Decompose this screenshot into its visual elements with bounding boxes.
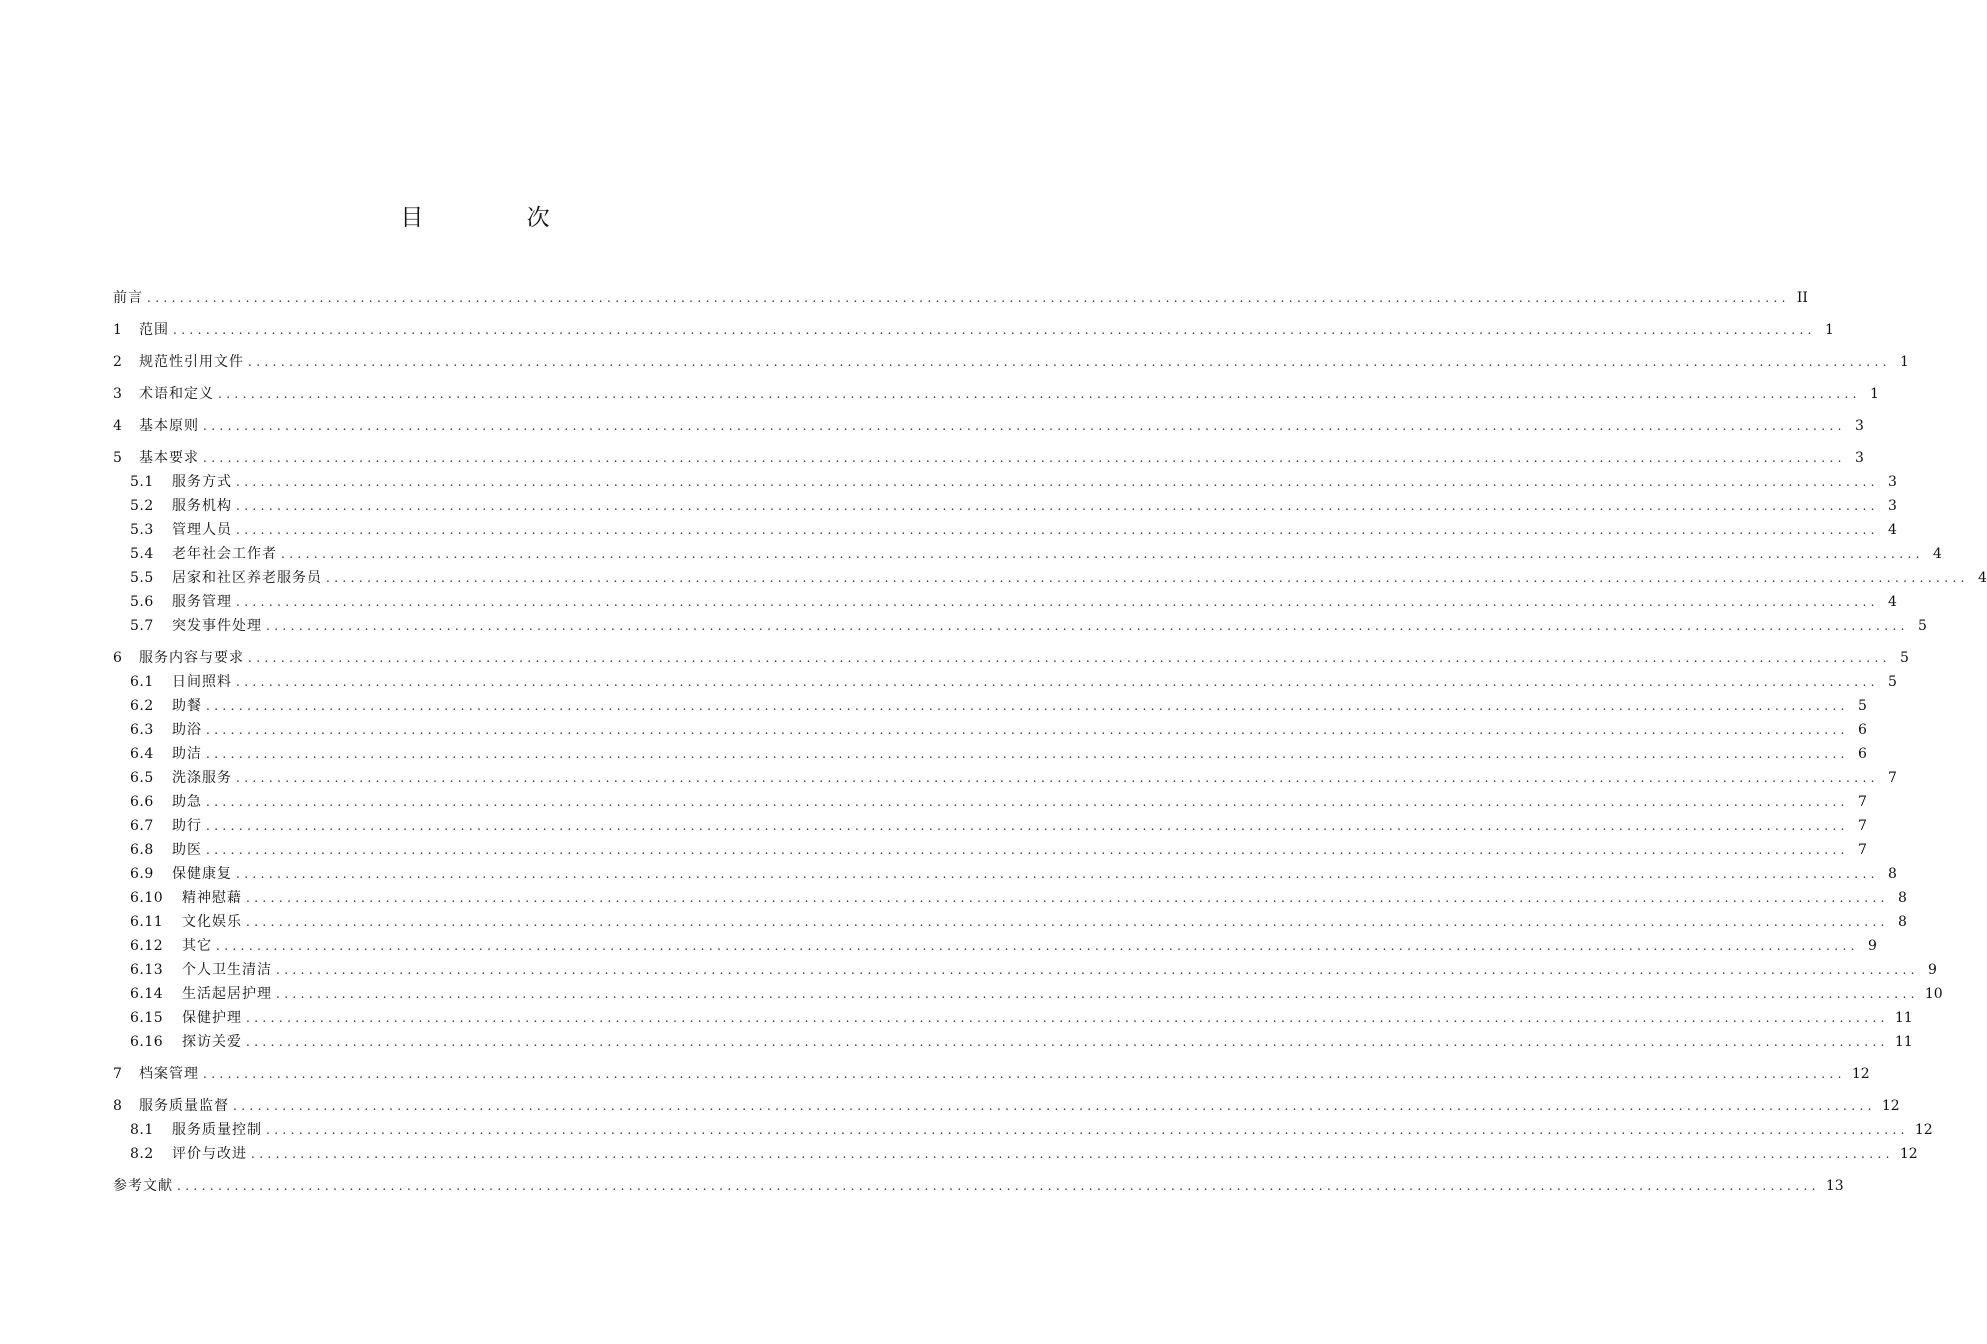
- toc-entry-label: 服务管理: [172, 594, 232, 610]
- toc-entry-page: 9: [1867, 938, 1877, 954]
- toc-entry-label: 日间照料: [172, 674, 232, 690]
- toc-entry-number: 6.10: [130, 890, 164, 906]
- toc-entry-page: II: [1796, 290, 1808, 306]
- toc-entry-label: 规范性引用文件: [139, 354, 244, 370]
- toc-entry-label: 助行: [172, 818, 202, 834]
- toc-entry-page: 1: [1899, 354, 1909, 370]
- toc-dot-leader: ........................................................................................................................................................................................................: [236, 595, 1879, 609]
- toc-entry[interactable]: [113, 718, 1867, 742]
- toc-entry-page: 12: [1914, 1122, 1933, 1138]
- toc-entry-label: 其它: [182, 938, 212, 954]
- toc-entry-number: 8.2: [130, 1146, 154, 1162]
- toc-entry-page: 5: [1857, 698, 1867, 714]
- toc-entry-number: 6.9: [130, 866, 154, 882]
- toc-dot-leader: ........................................................................................................................................................................................................: [236, 499, 1879, 513]
- toc-entry-number: 2: [113, 354, 122, 370]
- toc-entry-label: 保健康复: [172, 866, 232, 882]
- toc-entry-page: 5: [1887, 674, 1897, 690]
- toc-entry-label: 助医: [172, 842, 202, 858]
- toc-entry-label: 服务内容与要求: [139, 650, 244, 666]
- toc-entry-number: 6.5: [130, 770, 154, 786]
- toc-entry-label: 突发事件处理: [172, 618, 262, 634]
- toc-dot-leader: ........................................................................................................................................................................................................: [251, 1147, 1894, 1161]
- toc-entry-label: 个人卫生清洁: [182, 962, 272, 978]
- toc-entry-number: 5.3: [130, 522, 154, 538]
- toc-entry[interactable]: [113, 1006, 1913, 1030]
- toc-dot-leader: ........................................................................................................................................................................................................: [246, 915, 1889, 929]
- toc-dot-leader: ........................................................................................................................................................................................................: [203, 451, 1846, 465]
- toc-entry[interactable]: [113, 1094, 1900, 1118]
- toc-entry[interactable]: [113, 350, 1909, 374]
- toc-entry-number: 6.4: [130, 746, 154, 762]
- toc-entry-label: 精神慰藉: [182, 890, 242, 906]
- toc-dot-leader: ........................................................................................................................................................................................................: [206, 723, 1849, 737]
- toc-entry-page: 4: [1887, 594, 1897, 610]
- toc-entry[interactable]: [113, 1174, 1844, 1198]
- toc-dot-leader: ........................................................................................................................................................................................................: [233, 1099, 1876, 1113]
- toc-entry-label: 洗涤服务: [172, 770, 232, 786]
- toc-entry-number: 6.2: [130, 698, 154, 714]
- toc-entry-label: 助洁: [172, 746, 202, 762]
- toc-entry-label: 范围: [139, 322, 169, 338]
- toc-dot-leader: ........................................................................................................................................................................................................: [206, 747, 1849, 761]
- toc-dot-leader: ........................................................................................................................................................................................................: [177, 1179, 1820, 1193]
- toc-entry-number: 5.5: [130, 570, 154, 586]
- toc-entry-page: 11: [1894, 1034, 1913, 1050]
- toc-entry[interactable]: [113, 694, 1867, 718]
- toc-entry[interactable]: [113, 318, 1834, 342]
- toc-dot-leader: ........................................................................................................................................................................................................: [246, 1035, 1889, 1049]
- toc-dot-leader: ........................................................................................................................................................................................................: [236, 523, 1879, 537]
- toc-entry-number: 5.6: [130, 594, 154, 610]
- toc-entry-number: 6: [113, 650, 122, 666]
- toc-entry[interactable]: [113, 862, 1897, 886]
- toc-entry-page: 1: [1869, 386, 1879, 402]
- toc-entry-page: 3: [1854, 450, 1864, 466]
- toc-entry-page: 8: [1897, 890, 1907, 906]
- toc-entry-page: 3: [1854, 418, 1864, 434]
- toc-dot-leader: ........................................................................................................................................................................................................: [248, 355, 1891, 369]
- toc-entry-number: 5: [113, 450, 122, 466]
- toc-entry-label: 管理人员: [172, 522, 232, 538]
- toc-dot-leader: ........................................................................................................................................................................................................: [173, 323, 1816, 337]
- toc-entry-label: 参考文献: [113, 1178, 173, 1194]
- page-title: 目 次: [400, 205, 598, 231]
- toc-entry-label: 助浴: [172, 722, 202, 738]
- toc-entry-page: 4: [1932, 546, 1942, 562]
- toc-entry-label: 前言: [113, 290, 143, 306]
- toc-dot-leader: ........................................................................................................................................................................................................: [206, 795, 1849, 809]
- toc-dot-leader: ........................................................................................................................................................................................................: [236, 475, 1879, 489]
- toc-entry[interactable]: [113, 470, 1897, 494]
- toc-entry[interactable]: [113, 590, 1897, 614]
- toc-dot-leader: ........................................................................................................................................................................................................: [281, 547, 1924, 561]
- toc-entry[interactable]: [113, 1030, 1913, 1054]
- toc-entry-label: 居家和社区养老服务员: [172, 570, 322, 586]
- toc-entry-number: 6.3: [130, 722, 154, 738]
- toc-entry-page: 12: [1851, 1066, 1870, 1082]
- toc-entry-number: 6.13: [130, 962, 164, 978]
- toc-entry-page: 3: [1887, 474, 1897, 490]
- toc-entry-number: 6.8: [130, 842, 154, 858]
- toc-entry-label: 术语和定义: [139, 386, 214, 402]
- toc-dot-leader: ........................................................................................................................................................................................................: [147, 291, 1790, 305]
- toc-entry[interactable]: [113, 814, 1867, 838]
- toc-entry-label: 生活起居护理: [182, 986, 272, 1002]
- toc-entry-page: 3: [1887, 498, 1897, 514]
- toc-entry-number: 6.1: [130, 674, 154, 690]
- toc-entry[interactable]: [113, 934, 1877, 958]
- toc-dot-leader: ........................................................................................................................................................................................................: [236, 867, 1879, 881]
- toc-entry-label: 助餐: [172, 698, 202, 714]
- toc-entry-page: 5: [1899, 650, 1909, 666]
- toc-entry-number: 1: [113, 322, 122, 338]
- toc-entry-label: 保健护理: [182, 1010, 242, 1026]
- toc-entry-label: 评价与改进: [172, 1146, 247, 1162]
- toc-dot-leader: ........................................................................................................................................................................................................: [246, 1011, 1889, 1025]
- toc-entry[interactable]: [113, 1118, 1933, 1142]
- toc-dot-leader: ........................................................................................................................................................................................................: [246, 891, 1889, 905]
- toc-entry-label: 基本要求: [139, 450, 199, 466]
- toc-entry-page: 13: [1825, 1178, 1844, 1194]
- toc-entry-label: 服务质量控制: [172, 1122, 262, 1138]
- toc-entry[interactable]: [113, 790, 1867, 814]
- toc-entry[interactable]: [113, 518, 1897, 542]
- table-of-contents: [113, 286, 1987, 1198]
- toc-entry[interactable]: [113, 742, 1867, 766]
- toc-entry-page: 7: [1887, 770, 1897, 786]
- toc-entry-page: 8: [1897, 914, 1907, 930]
- toc-entry[interactable]: [113, 446, 1864, 470]
- toc-entry-page: 6: [1857, 722, 1867, 738]
- toc-entry-label: 基本原则: [139, 418, 199, 434]
- toc-dot-leader: ........................................................................................................................................................................................................: [266, 619, 1909, 633]
- toc-entry-label: 服务方式: [172, 474, 232, 490]
- toc-dot-leader: ........................................................................................................................................................................................................: [206, 843, 1849, 857]
- toc-entry-page: 7: [1857, 794, 1867, 810]
- toc-entry-label: 文化娱乐: [182, 914, 242, 930]
- toc-dot-leader: ........................................................................................................................................................................................................: [206, 699, 1849, 713]
- toc-dot-leader: ........................................................................................................................................................................................................: [218, 387, 1861, 401]
- toc-entry-page: 4: [1977, 570, 1987, 586]
- toc-entry-number: 6.16: [130, 1034, 164, 1050]
- toc-entry-number: 5.4: [130, 546, 154, 562]
- toc-entry-number: 3: [113, 386, 122, 402]
- toc-entry[interactable]: [113, 886, 1907, 910]
- toc-entry-number: 6.15: [130, 1010, 164, 1026]
- toc-entry-label: 助急: [172, 794, 202, 810]
- toc-entry-number: 6.14: [130, 986, 164, 1002]
- toc-entry-number: 4: [113, 418, 122, 434]
- toc-entry-label: 探访关爱: [182, 1034, 242, 1050]
- toc-dot-leader: ........................................................................................................................................................................................................: [266, 1123, 1909, 1137]
- toc-entry-page: 5: [1917, 618, 1927, 634]
- toc-entry[interactable]: [113, 838, 1867, 862]
- toc-entry-page: 10: [1924, 986, 1943, 1002]
- toc-entry-page: 9: [1927, 962, 1937, 978]
- toc-dot-leader: ........................................................................................................................................................................................................: [203, 419, 1846, 433]
- toc-entry[interactable]: [113, 766, 1897, 790]
- toc-entry-number: 8: [113, 1098, 122, 1114]
- toc-dot-leader: ........................................................................................................................................................................................................: [276, 987, 1919, 1001]
- toc-entry-page: 12: [1881, 1098, 1900, 1114]
- toc-entry-number: 7: [113, 1066, 122, 1082]
- toc-entry-page: 1: [1824, 322, 1834, 338]
- toc-entry[interactable]: [113, 494, 1897, 518]
- toc-dot-leader: ........................................................................................................................................................................................................: [326, 571, 1969, 585]
- toc-entry-page: 4: [1887, 522, 1897, 538]
- toc-entry[interactable]: [113, 670, 1897, 694]
- toc-dot-leader: ........................................................................................................................................................................................................: [248, 651, 1891, 665]
- toc-entry[interactable]: [113, 1062, 1870, 1086]
- toc-entry-number: 8.1: [130, 1122, 154, 1138]
- toc-entry[interactable]: [113, 382, 1879, 406]
- toc-entry-number: 5.2: [130, 498, 154, 514]
- toc-entry-number: 6.7: [130, 818, 154, 834]
- toc-entry[interactable]: [113, 646, 1909, 670]
- toc-entry-number: 6.12: [130, 938, 164, 954]
- toc-entry[interactable]: [113, 1142, 1918, 1166]
- toc-dot-leader: ........................................................................................................................................................................................................: [236, 675, 1879, 689]
- toc-dot-leader: ........................................................................................................................................................................................................: [203, 1067, 1846, 1081]
- toc-entry-label: 服务机构: [172, 498, 232, 514]
- toc-dot-leader: ........................................................................................................................................................................................................: [276, 963, 1919, 977]
- toc-entry-number: 5.7: [130, 618, 154, 634]
- toc-entry-page: 6: [1857, 746, 1867, 762]
- toc-dot-leader: ........................................................................................................................................................................................................: [236, 771, 1879, 785]
- toc-entry[interactable]: [113, 910, 1907, 934]
- toc-entry[interactable]: [113, 958, 1937, 982]
- toc-entry-number: 6.6: [130, 794, 154, 810]
- toc-entry-page: 11: [1894, 1010, 1913, 1026]
- toc-dot-leader: ........................................................................................................................................................................................................: [206, 819, 1849, 833]
- toc-entry-label: 老年社会工作者: [172, 546, 277, 562]
- toc-entry[interactable]: [113, 542, 1942, 566]
- toc-entry[interactable]: [113, 414, 1864, 438]
- toc-dot-leader: ........................................................................................................................................................................................................: [216, 939, 1859, 953]
- toc-entry[interactable]: [113, 982, 1943, 1006]
- toc-entry-page: 7: [1857, 818, 1867, 834]
- toc-entry-number: 5.1: [130, 474, 154, 490]
- toc-entry-label: 服务质量监督: [139, 1098, 229, 1114]
- toc-entry-page: 12: [1899, 1146, 1918, 1162]
- toc-entry-page: 7: [1857, 842, 1867, 858]
- toc-entry[interactable]: [113, 614, 1927, 638]
- toc-entry-page: 8: [1887, 866, 1897, 882]
- toc-entry[interactable]: [113, 286, 1808, 310]
- toc-entry-number: 6.11: [130, 914, 164, 930]
- toc-entry[interactable]: [113, 566, 1987, 590]
- toc-entry-label: 档案管理: [139, 1066, 199, 1082]
